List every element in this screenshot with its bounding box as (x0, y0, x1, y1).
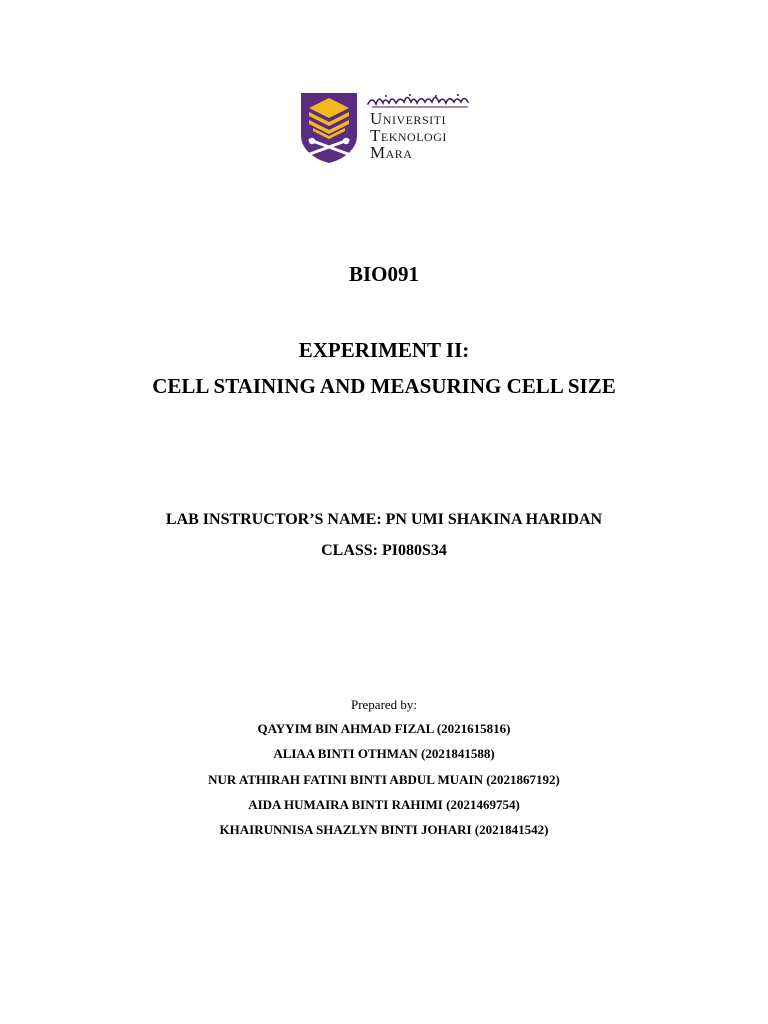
group-member: QAYYIM BIN AHMAD FIZAL (2021615816) (257, 721, 511, 736)
experiment-number: EXPERIMENT II: (298, 338, 470, 362)
group-member: AIDA HUMAIRA BINTI RAHIMI (2021469754) (248, 797, 520, 812)
jawi-script-logo (366, 92, 474, 110)
group-member: NUR ATHIRAH FATINI BINTI ABDUL MUAIN (2021867192) (208, 772, 560, 787)
university-name-line-3: Mara (370, 143, 413, 162)
university-logo (300, 92, 480, 172)
course-code: BIO091 (348, 262, 419, 286)
university-name (370, 110, 447, 161)
group-member: KHAIRUNNISA SHAZLYN BINTI JOHARI (2021841542) (219, 822, 549, 837)
experiment-title: CELL STAINING AND MEASURING CELL SIZE (152, 374, 616, 398)
university-name-line-1: Universiti (370, 109, 446, 128)
prepared-by-label: Prepared by: (350, 697, 418, 712)
university-name-line-2: Teknologi (370, 126, 447, 145)
group-member: ALIAA BINTI OTHMAN (2021841588) (273, 746, 495, 761)
lab-instructor-name: LAB INSTRUCTOR’S NAME: PN UMI SHAKINA HARIDAN (165, 511, 603, 528)
uitm-crest-icon (300, 92, 358, 164)
class-code: CLASS: PI080S34 (321, 542, 447, 559)
